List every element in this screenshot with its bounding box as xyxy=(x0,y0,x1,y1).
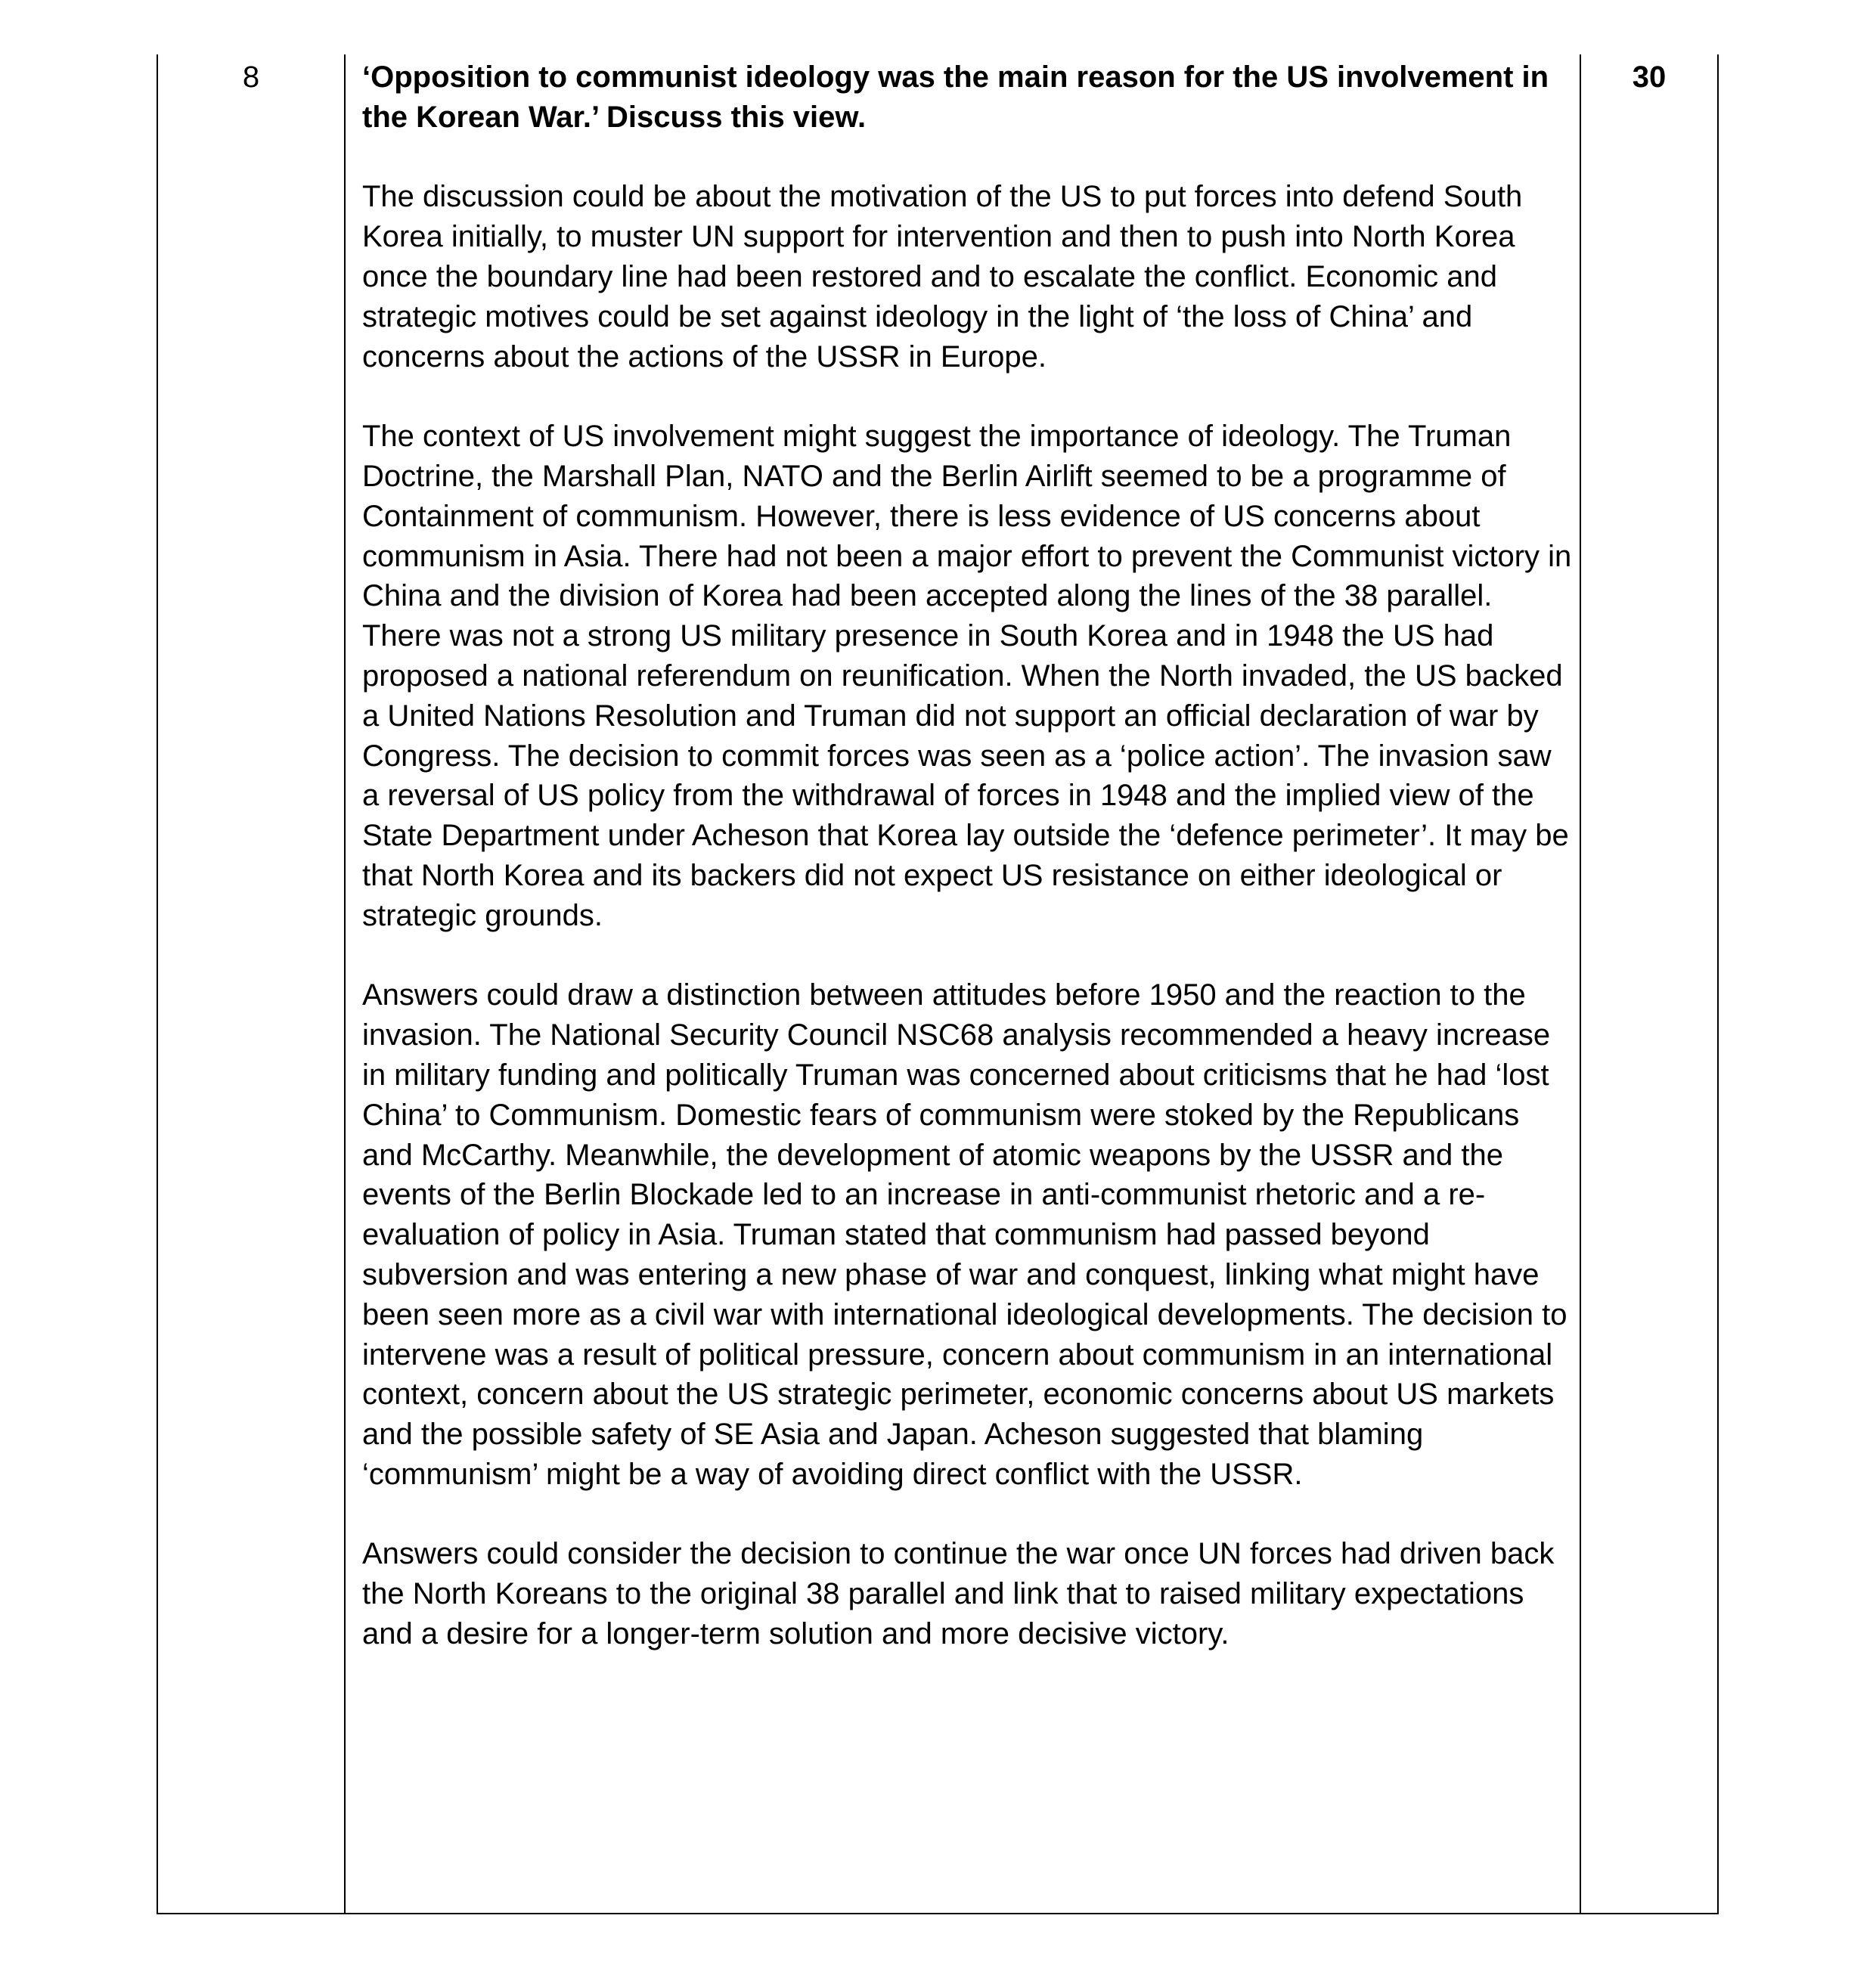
guidance-paragraph-1: The discussion could be about the motivation of the US to put forces into defend South Korea initially, to muster UN support for intervention and then to push into North Korea once the boundary line had been restored and to escalate the conflict. Economic and strategic motives could be set against ideology in the light of ‘the loss of China’ and concerns about the actions of the USSR in Europe. xyxy=(362,180,1523,373)
mark-scheme-table xyxy=(157,54,1719,1914)
guidance-paragraph-3: Answers could draw a distinction between attitudes before 1950 and the reaction to the invasion. The National Security Council NSC68 analysis recommended a heavy increase in military funding and politically Truman was concerned about criticisms that he had ‘lost China’ to Communism. Domestic fears of communism were stoked by the Republicans and McCarthy. Meanwhile, the development of atomic weapons by the USSR and the events of the Berlin Blockade led to an increase in anti-communist rhetoric and a re-evaluation of policy in Asia. Truman stated that communism had passed beyond subversion and was entering a new phase of war and conquest, linking what might have been seen more as a civil war with international ideological developments. The decision to intervene was a result of political pressure, concern about communism in an international context, concern about the US strategic perimeter, economic concerns about US markets and the possible safety of SE Asia and Japan. Acheson suggested that blaming ‘communism’ might be a way of avoiding direct conflict with the USSR. xyxy=(362,978,1567,1491)
guidance-paragraph-4: Answers could consider the decision to continue the war once UN forces had driven back the North Koreans to the original 38 parallel and link that to raised military expectations and a desire for a longer-term solution and more decisive victory. xyxy=(362,1537,1555,1651)
question-number: 8 xyxy=(242,60,260,94)
question-marks: 30 xyxy=(1632,60,1667,94)
question-content xyxy=(362,54,1572,1654)
question-prompt: ‘Opposition to communist ideology was the main reason for the US involvement in the Korean War.’ Discuss this view. xyxy=(362,60,1549,134)
column-divider-left xyxy=(344,54,346,1913)
column-divider-right xyxy=(1580,54,1581,1913)
guidance-paragraph-2: The context of US involvement might suggest the importance of ideology. The Truman Doctrine, the Marshall Plan, NATO and the Berlin Airlift seemed to be a programme of Containment of communism. However, there is less evidence of US concerns about communism in Asia. There had not been a major effort to prevent the Communist victory in China and the division of Korea had been accepted along the lines of the 38 parallel. There was not a strong US military presence in South Korea and in 1948 the US had proposed a national referendum on reunification. When the North invaded, the US backed a United Nations Resolution and Truman did not support an official declaration of war by Congress. The decision to commit forces was seen as a ‘police action’. The invasion saw a reversal of US policy from the withdrawal of forces in 1948 and the implied view of the State Department under Acheson that Korea lay outside the ‘defence perimeter’. It may be that North Korea and its backers did not expect US resistance on either ideological or strategic grounds. xyxy=(362,420,1572,932)
